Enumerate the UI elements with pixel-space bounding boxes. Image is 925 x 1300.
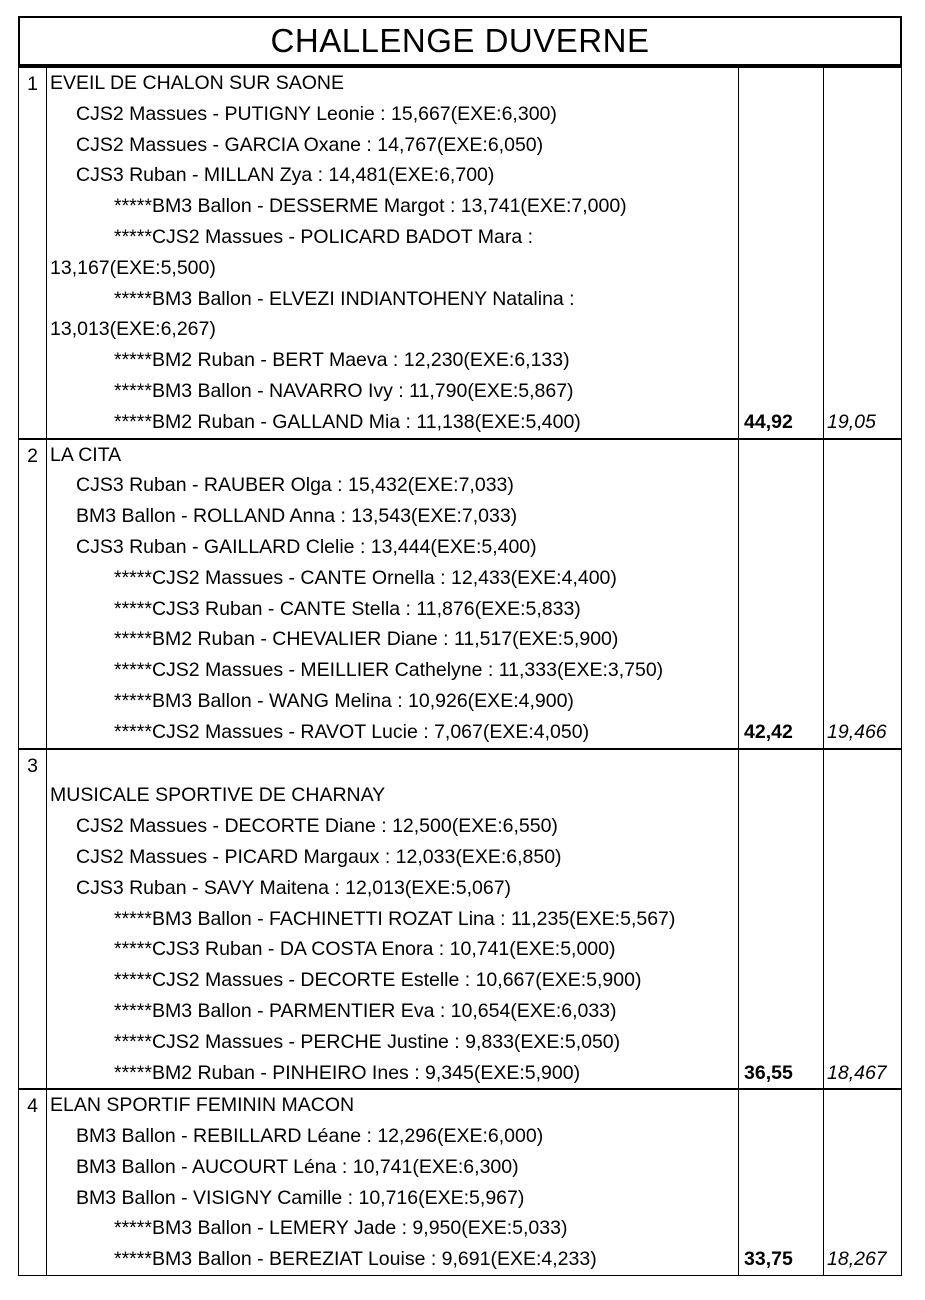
gymnast-score-line: 13,167(EXE:5,500): [50, 256, 216, 279]
team-rank: 3: [19, 749, 47, 1090]
gymnast-score-line: *****BM2 Ruban - CHEVALIER Diane : 11,517(EXE:5,900): [114, 628, 619, 651]
gymnast-score-line: CJS3 Ruban - RAUBER Olga : 15,432(EXE:7,033): [76, 474, 514, 497]
gymnast-score-line: 13,013(EXE:6,267): [50, 318, 216, 341]
gymnast-score-line: *****BM3 Ballon - BEREZIAT Louise : 9,691(EXE:4,233): [114, 1248, 597, 1271]
results-sheet: [18, 16, 902, 1276]
team-details: [47, 749, 739, 1090]
gymnast-score-line: *****CJS2 Massues - CANTE Ornella : 12,433(EXE:4,400): [114, 566, 617, 589]
gymnast-score-line: *****CJS2 Massues - PERCHE Justine : 9,833(EXE:5,050): [114, 1030, 621, 1053]
gymnast-score-line: *****CJS3 Ruban - CANTE Stella : 11,876(EXE:5,833): [114, 597, 581, 620]
team-rank: 2: [19, 439, 47, 749]
gymnast-score-line: CJS3 Ruban - GAILLARD Clelie : 13,444(EXE:5,400): [76, 535, 537, 558]
gymnast-score-line: *****CJS2 Massues - MEILLIER Cathelyne : 11,333(EXE:3,750): [114, 659, 664, 682]
team-total: 44,92: [739, 67, 824, 439]
club-name: ELAN SPORTIF FEMININ MACON: [50, 1094, 355, 1117]
gymnast-score-line: BM3 Ballon - REBILLARD Léane : 12,296(EXE:6,000): [76, 1125, 544, 1148]
gymnast-score-line: *****BM3 Ballon - NAVARRO Ivy : 11,790(EXE:5,867): [114, 379, 574, 402]
team-total: 42,42: [739, 439, 824, 749]
team-row: [19, 1089, 902, 1275]
team-subscore: 19,05: [824, 67, 902, 439]
team-subscore: 19,466: [824, 439, 902, 749]
team-subscore: 18,267: [824, 1089, 902, 1275]
gymnast-score-line: *****BM2 Ruban - GALLAND Mia : 11,138(EXE:5,400): [114, 410, 581, 433]
club-name: EVEIL DE CHALON SUR SAONE: [50, 72, 345, 94]
gymnast-score-line: *****BM3 Ballon - LEMERY Jade : 9,950(EXE:5,033): [114, 1217, 568, 1240]
page-title: CHALLENGE DUVERNE: [18, 16, 902, 66]
team-row: [19, 439, 902, 749]
gymnast-score-line: BM3 Ballon - VISIGNY Camille : 10,716(EXE:5,967): [76, 1186, 525, 1209]
gymnast-score-line: *****BM3 Ballon - WANG Melina : 10,926(EXE:4,900): [114, 689, 574, 712]
gymnast-score-line: BM3 Ballon - AUCOURT Léna : 10,741(EXE:6,300): [76, 1155, 519, 1178]
club-name: LA CITA: [50, 443, 122, 466]
club-name: MUSICALE SPORTIVE DE CHARNAY: [50, 784, 386, 807]
team-details: [47, 67, 739, 439]
gymnast-score-line: *****BM3 Ballon - ELVEZI INDIANTOHENY Natalina :: [114, 287, 575, 310]
gymnast-score-line: CJS2 Massues - DECORTE Diane : 12,500(EXE:6,550): [76, 815, 558, 838]
gymnast-score-line: CJS3 Ruban - MILLAN Zya : 14,481(EXE:6,700): [76, 164, 495, 187]
gymnast-score-line: CJS3 Ruban - SAVY Maitena : 12,013(EXE:5,067): [76, 876, 512, 899]
team-details: [47, 1089, 739, 1275]
gymnast-score-line: *****CJS2 Massues - RAVOT Lucie : 7,067(EXE:4,050): [114, 720, 590, 743]
gymnast-score-line: CJS2 Massues - PICARD Margaux : 12,033(EXE:6,850): [76, 845, 562, 868]
team-total: 33,75: [739, 1089, 824, 1275]
results-table: [18, 66, 902, 1276]
team-rank: 1: [19, 67, 47, 439]
gymnast-score-line: *****CJS2 Massues - DECORTE Estelle : 10,667(EXE:5,900): [114, 969, 642, 992]
gymnast-score-line: *****CJS2 Massues - POLICARD BADOT Mara :: [114, 225, 534, 248]
team-rank: 4: [19, 1089, 47, 1275]
gymnast-score-line: *****BM3 Ballon - DESSERME Margot : 13,741(EXE:7,000): [114, 195, 627, 218]
team-details: [47, 439, 739, 749]
team-row: [19, 749, 902, 1090]
gymnast-score-line: BM3 Ballon - ROLLAND Anna : 13,543(EXE:7,033): [76, 505, 518, 528]
gymnast-score-line: CJS2 Massues - GARCIA Oxane : 14,767(EXE:6,050): [76, 133, 544, 156]
gymnast-score-line: *****BM2 Ruban - PINHEIRO Ines : 9,345(EXE:5,900): [114, 1061, 581, 1084]
gymnast-score-line: *****BM3 Ballon - FACHINETTI ROZAT Lina : 11,235(EXE:5,567): [114, 907, 676, 930]
team-row: [19, 67, 902, 439]
gymnast-score-line: *****BM3 Ballon - PARMENTIER Eva : 10,654(EXE:6,033): [114, 999, 617, 1022]
team-total: 36,55: [739, 749, 824, 1090]
gymnast-score-line: *****CJS3 Ruban - DA COSTA Enora : 10,741(EXE:5,000): [114, 938, 616, 961]
gymnast-score-line: *****BM2 Ruban - BERT Maeva : 12,230(EXE:6,133): [114, 349, 570, 372]
team-subscore: 18,467: [824, 749, 902, 1090]
gymnast-score-line: CJS2 Massues - PUTIGNY Leonie : 15,667(EXE:6,300): [76, 102, 557, 125]
